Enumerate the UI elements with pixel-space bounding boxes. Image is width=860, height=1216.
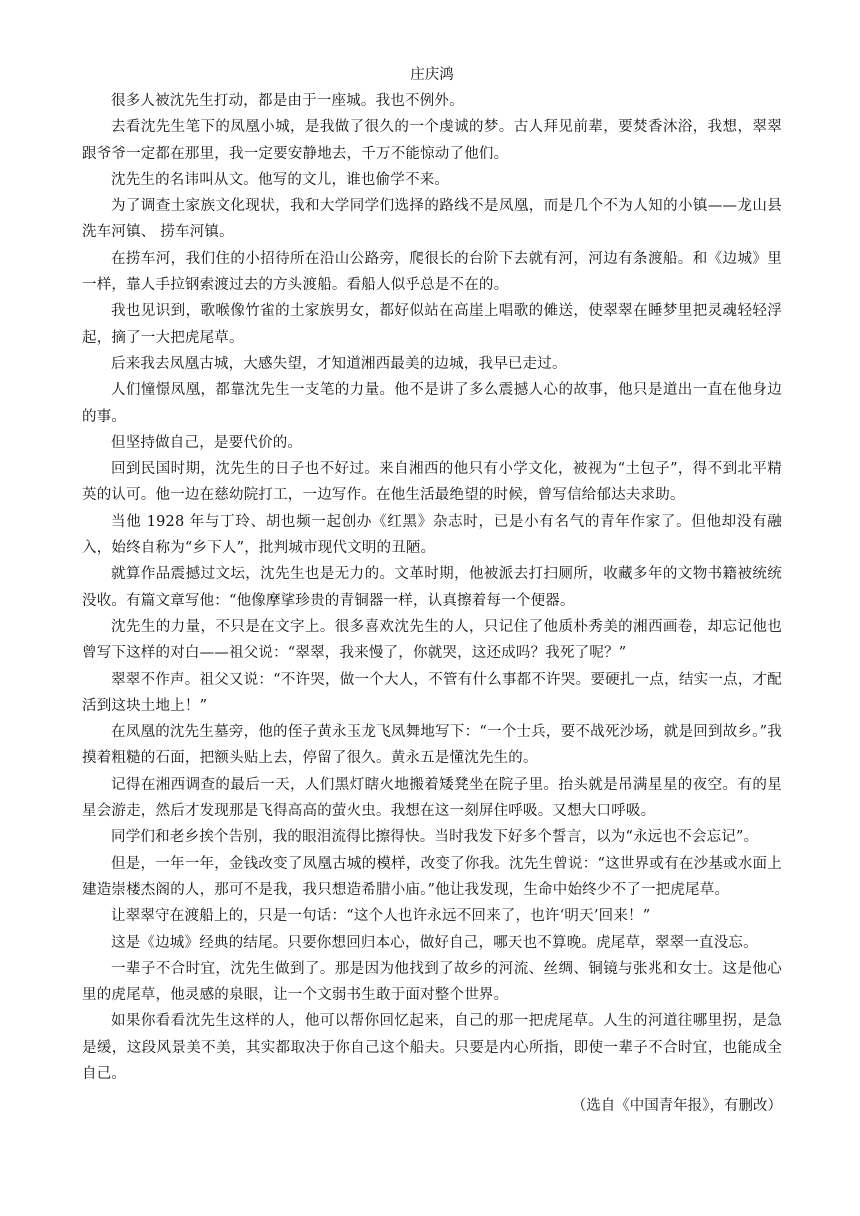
paragraph: 沈先生的名讳叫从文。他写的文儿，谁也偷学不来。 xyxy=(111,171,450,188)
source-citation: （选自《中国青年报》，有删改） xyxy=(571,1098,782,1115)
paragraph: 一辈子不合时宜，沈先生做到了。那是因为他找到了故乡的河流、丝绸、铜镜与张兆和女士。这是他心里的虎尾草，他灵感的泉眼，让一个文弱书生敢于面对整个世界。 xyxy=(82,960,782,1004)
paragraph: 但坚持做自己，是要代价的。 xyxy=(111,434,303,451)
paragraph: 后来我去凤凰古城，大感失望，才知道湘西最美的边城，我早已走过。 xyxy=(111,355,567,372)
paragraph: 如果你看看沈先生这样的人，他可以帮你回忆起来，自己的那一把虎尾草。人生的河道往哪里拐，是急是缓，这段风景美不美，其实都取决于你自己这个船夫。只要是内心所指，即使一辈子不合时宜，也能成全自己。 xyxy=(82,1013,782,1082)
paragraph: 翠翠不作声。祖父又说：“不许哭，做一个大人，不管有什么事都不许哭。要硬扎一点，结实一点，才配活到这块土地上！” xyxy=(82,671,782,714)
article xyxy=(82,62,782,1119)
paragraph: 很多人被沈先生打动，都是由于一座城。我也不例外。 xyxy=(111,93,464,109)
author-name: 庄庆鸿 xyxy=(410,67,454,83)
paragraph: 就算作品震撼过文坛，沈先生也是无力的。文革时期，他被派去打扫厕所，收藏多年的文物书籍被统统没收。有篇文章写他：“他像摩挲珍贵的青铜器一样，认真擦着每一个便器。 xyxy=(82,566,782,609)
paragraph: 去看沈先生笔下的凤凰小城，是我做了很久的一个虔诚的梦。古人拜见前辈，要焚香沐浴，我想，翠翠跟爷爷一定都在那里，我一定要安静地去，千万不能惊动了他们。 xyxy=(82,119,782,162)
paragraph: 在捞车河，我们住的小招待所在沿山公路旁，爬很长的台阶下去就有河，河边有条渡船。和《边城》里一样，靠人手拉钢索渡过去的方头渡船。看船人似乎总是不在的。 xyxy=(82,250,782,294)
paragraph: 沈先生的力量，不只是在文字上。很多喜欢沈先生的人，只记住了他质朴秀美的湘西画卷，却忘记他也曾写下这样的对白——祖父说：“翠翠，我来慢了，你就哭，这还成吗？我死了呢？” xyxy=(82,618,782,662)
paragraph: 回到民国时期，沈先生的日子也不好过。来自湘西的他只有小学文化，被视为“土包子”，得不到北平精英的认可。他一边在慈幼院打工，一边写作。在他生活最绝望的时候，曾写信给郁达夫求助。 xyxy=(82,461,782,504)
article-body xyxy=(82,88,782,1087)
paragraph: 但是，一年一年，金钱改变了凤凰古城的模样，改变了你我。沈先生曾说：“这世界或有在沙基或水面上建造崇楼杰阁的人，那可不是我，我只想造希腊小庙。”他让我发现，生命中始终少不了一把虎尾草。 xyxy=(82,855,782,898)
paragraph: 当他 1928 年与丁玲、胡也频一起创办《红黑》杂志时，已是小有名气的青年作家了。但他却没有融入，始终自称为“乡下人”，批判城市现代文明的丑陋。 xyxy=(82,513,782,557)
paragraph: 让翠翠守在渡船上的，只是一句话：“这个人也许永远不回来了，也许‘明天’回来！” xyxy=(111,908,651,925)
paragraph: 同学们和老乡挨个告别，我的眼泪流得比擦得快。当时我发下好多个誓言，以为“永远也不会忘记”。 xyxy=(111,829,759,846)
paragraph: 在凤凰的沈先生墓旁，他的侄子黄永玉龙飞凤舞地写下：“一个士兵，要不战死沙场，就是回到故乡。”我摸着粗糙的石面，把额头贴上去，停留了很久。黄永五是懂沈先生的。 xyxy=(82,724,782,767)
paragraph: 为了调查土家族文化现状，我和大学同学们选择的路线不是凤凰，而是几个不为人知的小镇——龙山县洗车河镇、 捞车河镇。 xyxy=(82,198,782,241)
paragraph: 记得在湘西调查的最后一天，人们黑灯瞎火地搬着矮凳坐在院子里。抬头就是吊满星星的夜空。有的星星会游走，然后才发现那是飞得高高的萤火虫。我想在这一刻屏住呼吸。又想大口呼吸。 xyxy=(82,776,782,820)
paragraph: 我也见识到，歌喉像竹雀的土家族男女，都好似站在高崖上唱歌的傩送，使翠翠在睡梦里把灵魂轻轻浮起，摘了一大把虎尾草。 xyxy=(82,303,782,346)
paragraph: 人们憧憬凤凰，都靠沈先生一支笔的力量。他不是讲了多么震撼人心的故事，他只是道出一直在他身边的事。 xyxy=(82,382,782,425)
paragraph: 这是《边城》经典的结尾。只要你想回归本心，做好自己，哪天也不算晚。虎尾草，翠翠一直没忘。 xyxy=(111,934,758,951)
